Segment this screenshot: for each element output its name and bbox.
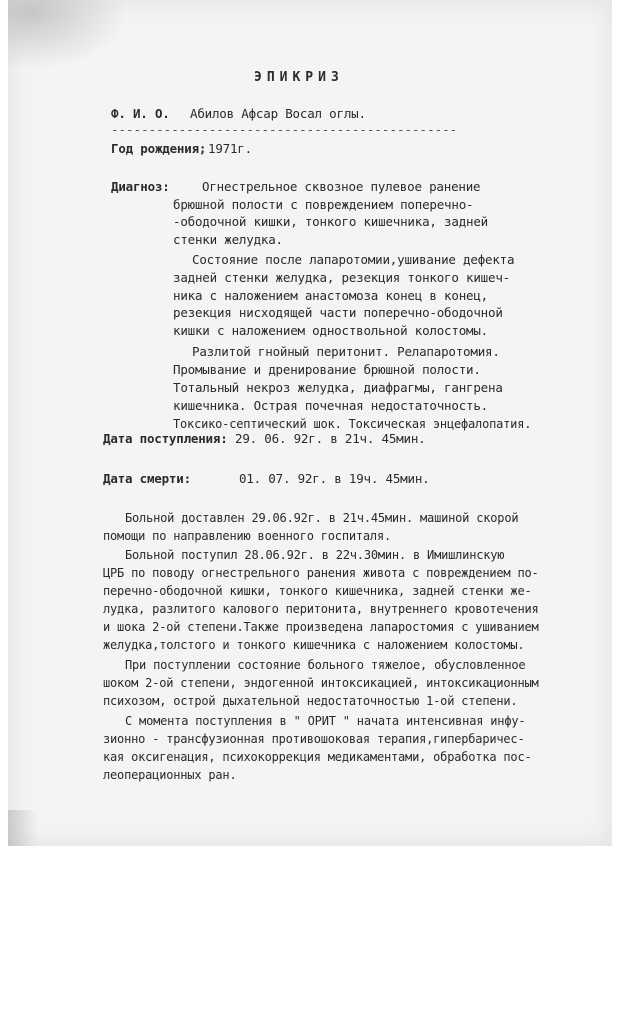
body-line: Больной доставлен 29.06.92г. в 21ч.45мин. машиной скорой [125, 511, 519, 525]
diagnosis-line: -ободочной кишки, тонкого кишечника, задней [173, 214, 489, 229]
document-page [8, 0, 612, 846]
body-line: перечно-ободочной кишки, тонкого кишечника, задней стенки же- [103, 584, 532, 598]
body-line: лудка, разлитого калового перитонита, внутреннего кровотечения [103, 602, 539, 616]
diagnosis-line: брюшной полости с повреждением поперечно- [173, 197, 474, 212]
birth-label: Год рождения; [111, 141, 207, 156]
fio-label: Ф. И. О. [111, 106, 170, 121]
diagnosis-line: Разлитой гнойный перитонит. Релапаротомия. [192, 344, 500, 359]
diagnosis-line: резекция нисходящей части поперечно-ободочной [173, 305, 503, 320]
death-label: Дата смерти: [103, 471, 191, 486]
diagnosis-line: кишечника. Острая почечная недостаточность. [173, 398, 489, 413]
body-line: При поступлении состояние больного тяжелое, обусловленное [125, 658, 526, 672]
diagnosis-line: Токсико-септический шок. Токсическая энцефалопатия. [173, 417, 532, 431]
body-line: зионно - трансфузионная противошоковая терапия,гипербаричес- [103, 732, 525, 746]
body-line: психозом, острой дыхательной недостаточностью 1-ой степени. [103, 694, 518, 708]
death-value: 01. 07. 92г. в 19ч. 45мин. [239, 471, 430, 486]
diagnosis-line: задней стенки желудка, резекция тонкого кишеч- [173, 270, 510, 285]
diagnosis-line: стенки желудка. [173, 232, 283, 247]
body-line: ЦРБ по поводу огнестрельного ранения живота с повреждением по- [103, 566, 539, 580]
diagnosis-line: Промывание и дренирование брюшной полости. [173, 362, 481, 377]
body-line: С момента поступления в " ОРИТ " начата интенсивная инфу- [125, 714, 526, 728]
body-line: Больной поступил 28.06.92г. в 22ч.30мин. в Имишлинскую [125, 548, 505, 562]
diagnosis-line: Состояние после лапаротомии,ушивание дефекта [192, 252, 515, 267]
scan-smudge [8, 0, 128, 70]
body-line: желудка,толстого и тонкого кишечника с наложением колостомы. [103, 638, 525, 652]
scan-edge-shadow [8, 810, 38, 846]
fio-value: Абилов Афсар Восал оглы. [190, 106, 366, 121]
diagnosis-label: Диагноз: [111, 179, 170, 194]
admission-value: 29. 06. 92г. в 21ч. 45мин. [235, 431, 426, 446]
diagnosis-line: ника с наложением анастомоза конец в конец, [173, 288, 489, 303]
diagnosis-line: кишки с наложением одноствольной колостомы. [173, 323, 489, 338]
separator-line: ---------------------------------------------- [111, 122, 458, 137]
body-line: кая оксигенация, психокоррекция медикаментами, обработка пос- [103, 750, 532, 764]
birth-value: 1971г. [208, 141, 252, 156]
diagnosis-line: Тотальный некроз желудка, диафрагмы, гангрена [173, 380, 503, 395]
body-line: и шока 2-ой степени.Также произведена лапаростомия с ушиванием [103, 620, 539, 634]
admission-label: Дата поступления: [103, 431, 228, 446]
body-line: леоперационных ран. [103, 768, 237, 782]
body-line: шоком 2-ой степени, эндогенной интоксикацией, интоксикационным [103, 676, 539, 690]
body-line: помощи по направлению военного госпиталя. [103, 529, 392, 543]
document-title: ЭПИКРИЗ [254, 70, 344, 85]
diagnosis-line: Огнестрельное сквозное пулевое ранение [202, 179, 481, 194]
